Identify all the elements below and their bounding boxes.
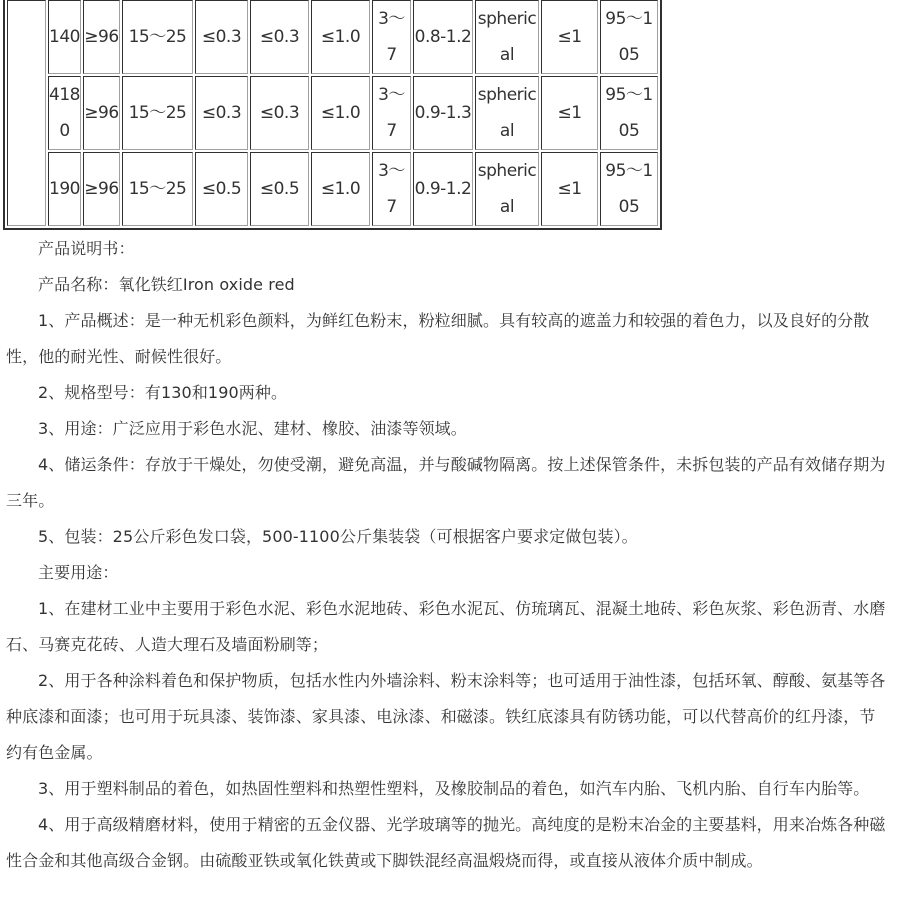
use-item: 3、用于塑料制品的着色，如热固性塑料和热塑性塑料，及橡胶制品的着色，如汽车内胎、飞机内胎、自行车内胎等。 [38,779,870,798]
table-cell-value-d: 3～7 [372,152,411,226]
table-row [7,152,658,226]
table-cell-value-a: ≤0.3 [195,0,248,74]
table-cell-value-a: ≤0.5 [195,152,248,226]
table-cell-oil-absorption: 15～25 [122,76,193,150]
use-item: 4、用于高级精磨材料，使用于精密的五金仪器、光学玻璃等的抛光。高纯度的是粉末冶金的主要基料，用来冶炼各种磁性合金和其他高级合金钢。由硫酸亚铁或氧化铁黄或下脚铁混经高温煅烧而得，或直接从液体介质中制成。 [6,815,886,870]
table-cell-model: 140 [48,0,81,74]
packaging: 5、包装：25公斤彩色发口袋，500-1100公斤集装袋（可根据客户要求定做包装）。 [38,527,638,546]
table-cell-shape: spherical [475,152,539,226]
use-item: 1、在建材工业中主要用于彩色水泥、彩色水泥地砖、彩色水泥瓦、仿琉璃瓦、混凝土地砖、彩色灰浆、彩色沥青、水磨石、马赛克花砖、人造大理石及墙面粉刷等； [6,599,886,654]
table-cell-value-a: ≤0.3 [195,76,248,150]
product-name: 产品名称：氧化铁红Iron oxide red [38,275,295,294]
table-cell-value-g: 95～105 [600,152,658,226]
table-cell-oil-absorption: 15～25 [122,0,193,74]
table-cell-oil-absorption: 15～25 [122,152,193,226]
use-item: 2、用于各种涂料着色和保护物质，包括水性内外墙涂料、粉末涂料等；也可适用于油性漆，包括环氧、醇酸、氨基等各种底漆和面漆；也可用于玩具漆、装饰漆、家具漆、电泳漆、和磁漆。铁红底漆具有防锈功能，可以代替高价的红丹漆，节约有色金属。 [6,671,886,762]
storage-conditions: 4、储运条件：存放于干燥处，勿使受潮，避免高温，并与酸碱物隔离。按上述保管条件，未拆包装的产品有效储存期为三年。 [6,455,886,510]
table-cell-value-d: 3～7 [372,0,411,74]
table-cell-value-b: ≤0.3 [250,76,309,150]
product-overview: 1、产品概述：是一种无机彩色颜料，为鲜红色粉末，粉粒细腻。具有较高的遮盖力和较强的着色力，以及良好的分散性，他的耐光性、耐候性很好。 [6,311,870,366]
table-cell-value-c: ≤1.0 [311,152,370,226]
table-cell-purity: ≥96 [83,76,120,150]
table-cell-value-g: 95～105 [600,0,658,74]
table-cell-value-f: ≤1 [541,76,598,150]
table-cell-value-c: ≤1.0 [311,0,370,74]
table-cell-value-f: ≤1 [541,152,598,226]
table-row [7,0,658,74]
table-cell-value-b: ≤0.3 [250,0,309,74]
table-cell-purity: ≥96 [83,152,120,226]
table-row [7,76,658,150]
product-models: 2、规格型号：有130和190两种。 [38,383,288,402]
table-cell-model: 190 [48,152,81,226]
table-cell-value-d: 3～7 [372,76,411,150]
table-cell-shape: spherical [475,0,539,74]
table-cell-value-e: 0.8-1.2 [413,0,473,74]
product-description [6,231,886,879]
table-cell-category [7,0,46,226]
table-cell-value-c: ≤1.0 [311,76,370,150]
table-cell-value-g: 95～105 [600,76,658,150]
table-cell-value-f: ≤1 [541,0,598,74]
table-cell-value-e: 0.9-1.2 [413,152,473,226]
table-cell-shape: spherical [475,76,539,150]
spec-table [4,0,661,229]
spec-table-container [4,0,661,229]
table-cell-value-e: 0.9-1.3 [413,76,473,150]
table-cell-value-b: ≤0.5 [250,152,309,226]
table-cell-purity: ≥96 [83,0,120,74]
table-cell-model: 4180 [48,76,81,150]
product-usage: 3、用途：广泛应用于彩色水泥、建材、橡胶、油漆等领域。 [38,419,467,438]
section-heading-manual: 产品说明书： [38,239,135,258]
section-heading-main-uses: 主要用途： [38,563,119,582]
